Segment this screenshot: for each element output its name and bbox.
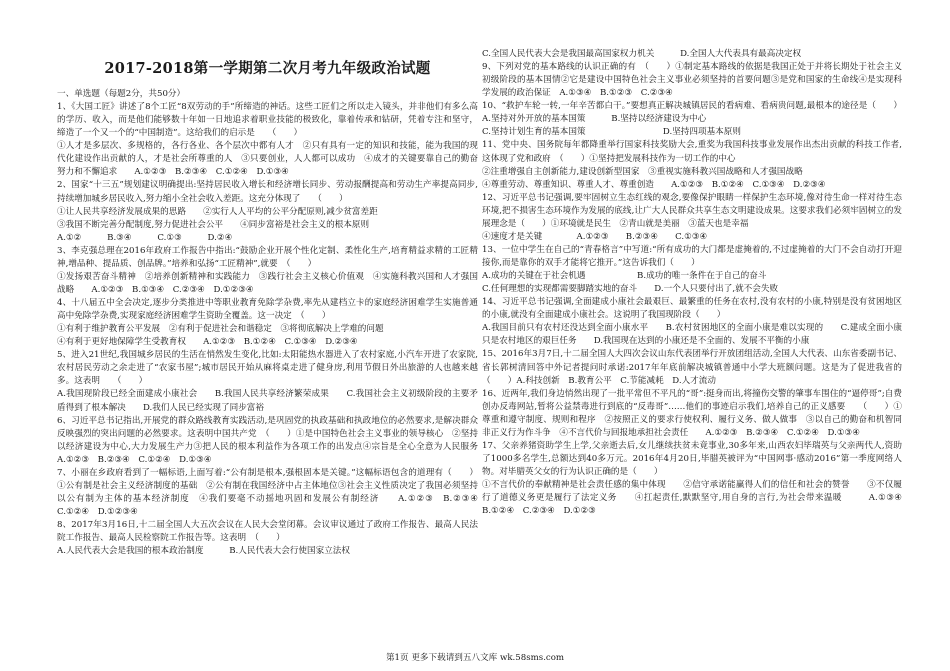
right-line: 12、习近平总书记强调,要牢固树立生态红线的观念,要像保护眼睛一样保护生态环境,像对待生命一样对待生态环境,把不损害生态环境作为发展的底线,让广大人民群众共享生态文明建设成果。这要求我们必须牢固树立的发展理念是（ ）①环境就是民生 ②青山就是美丽 ③蓝天也是幸福 <box>482 192 902 229</box>
right-line: 9、下列对党的基本路线的认识正确的有 （ ）①制定基本路线的依据是我国正处于并将长期处于社会主义初级阶段的基本国情②它是建设中国特色社会主义事业必须坚持的首要问题③是党和国家的生命线④是实现科学发展的政治保证 A.①③④ B.①②③ C.②③④ <box>482 62 902 99</box>
right-line: C.坚持计划生育的基本国策 D.坚持四项基本原则 <box>482 127 741 138</box>
left-line: 6、习近平总书记指出,开展党的群众路线教育实践活动,是巩固党的执政基础和执政地位的必然要求,是解决群众反映强烈的突出问题的必然要求。这表明中国共产党 （ ）①是中国特色社会主义事业的领导核心 ②坚持以经济建设为中心,大力发展生产力③把人民的根本利益作为各项工作的出发点④宗旨是全心全意为人民服务 A.①②③ B.②③④ C.①②④ D.①③④ <box>57 415 478 465</box>
right-line: ②注重增强自主创新能力,建设创新型国家 ③重视实施科教兴国战略和人才强国战略 <box>482 166 803 177</box>
right-column <box>482 0 902 650</box>
page-title: 2017-2018第一学期第二次月考九年级政治试题 <box>104 60 431 77</box>
left-line: ①发扬艰苦奋斗精神 ②培养创新精神和实践能力 ③践行社会主义核心价值观 ④实施科教兴国和人才强国战略 A.①②③ B.①③④ C.②③④ D.①②③④ <box>57 271 478 295</box>
left-line: ①人才是多层次、多规格的，各行各业、各个层次中都有人才 ②只有具有一定的知识和技能，能为我国的现代化建设作出贡献的人，才是社会所尊重的人 ③只要创业，人人都可以成功 ④成才的关键要靠自己的勤奋努力和不懈追求 A.①②③ B.②③④ C.①②④ D.①③④ <box>57 141 478 178</box>
right-line: A.我国目前只有农村还没达到全面小康水平 B.农村贫困地区的全面小康是难以实现的 C.建成全面小康只是农村地区的艰巨任务 D.我国现在达到的小康还是不全面的、发展不平衡的小康 <box>482 323 902 347</box>
left-column <box>57 0 478 650</box>
left-line: 2、国家“十三五”规划建议明确提出:坚持居民收入增长和经济增长同步、劳动报酬提高和劳动生产率提高同步,持续增加城乡居民收入,努力缩小全社会收入差距。这充分体现了 （ ） <box>57 180 478 204</box>
right-line: A.成功的关键在于社会机遇 B.成功的唯一条件在于自己的奋斗 <box>482 271 767 282</box>
left-line: A.我国现阶段已经全面建成小康社会 B.我国人民共享经济繁荣成果 C.我国社会主义初级阶段的主要矛盾得到了根本解决 D.我们人民已经实现了同步富裕 <box>57 389 478 413</box>
left-line: ④有利于更好地保障学生受教育权 A.①②③ B.①②④ C.①③④ D.②③④ <box>57 337 358 348</box>
left-line: A.①② B.③④ C.①③ D.②④ <box>57 232 233 243</box>
left-line: 1、《大国工匠》讲述了8个工匠“8双劳动的手”所缔造的神话。这些工匠们之所以走入镜头，并非他们有多么高的学历、收入，而是他们能够数十年如一日地追求着职业技能的极致化，靠着传承和钻研，凭着专注和坚守，缔造了一个又一个的“中国制造”。这给我们的启示是 （ ） <box>57 102 478 139</box>
left-line: A.人民代表大会是我国的根本政治制度 B.人民代表大会行使国家立法权 <box>57 546 350 557</box>
page-footer: 第1页 更多下载请到五八文库 wk.58sms.com <box>385 653 565 663</box>
right-line: C.任何理想的实现都需要脚踏实地的奋斗 D.一个人只要付出了,就不会失败 <box>482 284 779 295</box>
left-line: 8、2017年3月16日,十二届全国人大五次会议在人民大会堂闭幕。会议审议通过了政府工作报告、最高人民法院工作报告、最高人民检察院工作报告等。这表明 （ ） <box>57 520 478 544</box>
left-line: 3、李克强总理在2016年政府工作报告中指出:“鼓励企业开展个性化定制、柔性化生产,培育精益求精的工匠精神,增品种、提品质、创品牌。”培养和弘扬“工匠精神”,就要 （ ） <box>57 245 478 269</box>
right-line: 13、一位中学生在自己的“青春格言”中写道:“所有成功的大门都是虚掩着的,不过虚掩着的大门不会自动打开迎接你,而是靠你的双手才能将它推开。”这告诉我们（ ） <box>482 244 902 268</box>
left-line: ①有利于维护教育公平发展 ②有利于促进社会和谐稳定 ③将彻底解决上学难的问题 <box>57 324 384 335</box>
right-line: 14、习近平总书记强调,全面建成小康社会最艰巨、最繁重的任务在农村,没有农村的小康,特别是没有贫困地区的小康,就没有全面建成小康社会。这说明了我国现阶段（ ） <box>482 297 902 321</box>
left-line: ③我国不断完善分配制度,努力促进社会公平 ④同步富裕是社会主义的根本原则 <box>57 219 370 230</box>
section-heading: 一、单选题（每题2分，共50分） <box>57 89 186 100</box>
right-line: ④速度才是关键 A.①②③ B.②③④ C.①③④ <box>482 231 708 242</box>
right-line: 15、2016年3月7日,十二届全国人大四次会议山东代表团举行开放团组活动,全国人大代表、山东省委副书记、省长郭树清回答中外记者提问时承诺:2017年年底前解决城镇普通中小学大班额问题。这是为了促进我省的（ ）A.科技创新 B.教育公平 C.节能减耗 D.人才流动 <box>482 349 902 386</box>
right-line: 17、父亲养猪资助学生上学,父亲逝去后,女儿继续扶贫未竟事业,30多年来,山西农妇毕瑞英与父亲两代人,资助了1000多名学生,总额达到40多万元。2016年4月20日,毕腊英被评为“中国网事·感动2016”第一季度网络人物。对毕腊英父女的行为认识正确的是（ ） <box>482 440 902 477</box>
right-line: 10、“救护车轮一转,一年辛苦都白干。”要想真正解决城镇居民的看病难、看病贵问题,最根本的途径是（ ）A.坚持对外开放的基本国策 B.坚持以经济建设为中心 <box>482 101 902 125</box>
right-line: 11、党中央、国务院每年都降重举行国家科技奖励大会,重奖为我国科技事业发展作出杰出贡献的科技工作者,这体现了党和政府 （ ）①坚持把发展科技作为一切工作的中心 <box>482 140 902 164</box>
right-line: ①不言代价的奉献精神是社会责任感的集中体现 ②信守承诺能赢得人们的信任和社会的赞誉 ③不仅履行了道德义务更是履行了法定义务 ④扛起责任,默默坚守,用自身的言行,为社会带来温暖 A.①③④ B.①②④ C.②③④ D.①②③ <box>482 480 902 517</box>
left-line: 5、进入21世纪,我国城乡居民的生活在悄然发生变化,比如:太阳能热水器进入了农村家庭,小汽车开进了农家院,农村居民劳动之余走进了“农家书屋”;城市居民开始从麻将桌走进了健身房,利用节假日外出旅游的人也越来越多。这表明 （ ） <box>57 350 478 387</box>
right-line: C.全国人民代表大会是我国最高国家权力机关 D.全国人大代表具有最高决定权 <box>482 49 802 59</box>
left-line: ①让人民共享经济发展成果的思路 ②实行人人平均的公平分配原则,减少贫富差距 <box>57 206 378 217</box>
left-line: 7、小丽在乡政府看到了一幅标语,上面写着:“公有制是根本,强根固本是关键。”这幅标语包含的道理有（ ）①公有制是社会主义经济制度的基础 ②公有制在我国经济中占主体地位③社会主义性质决定了我国必须坚持以公有制为主体的基本经济制度 ④我们要毫不动摇地巩固和发展公有制经济 A.①②③ B.②③④ C.①②④ D.①②③④ <box>57 467 478 518</box>
left-line: 4、十八届五中全会决定,逐步分类推进中等职业教育免除学杂费,率先从建档立卡的家庭经济困难学生实施普通高中免除学杂费,实现家庭经济困难学生资助全覆盖。这一决定 （ ） <box>57 298 478 322</box>
right-line: ④尊重劳动、尊重知识、尊重人才、尊重创造 A.①②③ B.①②④ C.①③④ D.②③④ <box>482 179 826 190</box>
right-line: 16、近两年,我们身边悄然出现了一批平常但不平凡的“哥”:挺身而出,将撞伤交警的肇事车围住的“逼停哥”;自费创办反毒网站,暂将公益禁毒进行到底的“反毒哥”……他们的事迹启示我们,培养自己的正义感要 （ ）①尊重和遵守制度、规则和程序 ②按照正义的要求行使权利、履行义务、做人做事 ③以自己的勤奋和机智同非正义行为作斗争 ④不言代价与回报地承担社会责任 A.①②③ B.②③④ C.①②④ D.①③④ <box>482 388 902 438</box>
